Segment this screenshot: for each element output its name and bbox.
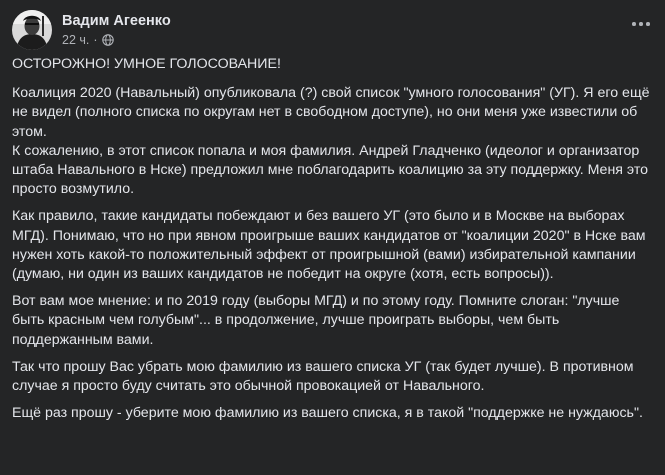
post-timestamp[interactable]: 22 ч.	[62, 32, 90, 47]
post-paragraph: Коалиция 2020 (Навальный) опубликовала (?) свой список "умного голосования" (УГ). Я его ещё не видел (полного списка по округам нет в свободном доступе), но они меня уже известили об этом. К сожалению, в этот список попала и моя фамилия. Андрей Гладченко (идеолог и организатор штаба Навального в Нске) предложил мне поблагодарить коалицию за эту поддержку. Меня это просто возмутило.	[12, 85, 650, 198]
post-paragraph: Вот вам мое мнение: и по 2019 году (выборы МГД) и по этому году. Помните слоган: "лучше быть красным чем голубым"... в продолжение, лучше проиграть выборы, чем быть поддержанным вами.	[12, 293, 620, 348]
author-name[interactable]: Вадим Агеенко	[62, 12, 171, 29]
post-meta	[62, 12, 171, 49]
author-avatar[interactable]	[12, 10, 52, 50]
avatar-portrait-icon	[12, 10, 52, 50]
more-horizontal-icon	[632, 22, 636, 26]
separator-dot: ·	[93, 32, 98, 47]
globe-icon[interactable]	[102, 34, 114, 46]
post-subline	[62, 32, 171, 49]
post-paragraph-title: ОСТОРОЖНО! УМНОЕ ГОЛОСОВАНИЕ!	[12, 56, 281, 72]
post-paragraph: Так что прошу Вас убрать мою фамилию из вашего списка УГ (так будет лучше). В противном случае я просто буду считать это обычной провокацией от Навального.	[12, 358, 634, 395]
post-header	[12, 8, 171, 52]
more-options-button[interactable]	[627, 12, 655, 36]
post-body	[12, 55, 652, 431]
post-paragraph: Как правило, такие кандидаты побеждают и без вашего УГ (это было и в Москве на выборах МГД). Понимаю, что но при явном проигрыше ваших кандидатов от "коалиции 2020" в Нске вам нужен хоть какой-то положительный эффект от проигрышной (вами) избирательной кампании (думаю, ни один из ваших кандидатов не победит на округе (хотя, есть вопросы)).	[12, 208, 646, 283]
post-paragraph: Ещё раз прошу - уберите мою фамилию из вашего списка, я в такой "поддержке не нуждаюсь".	[12, 405, 643, 422]
